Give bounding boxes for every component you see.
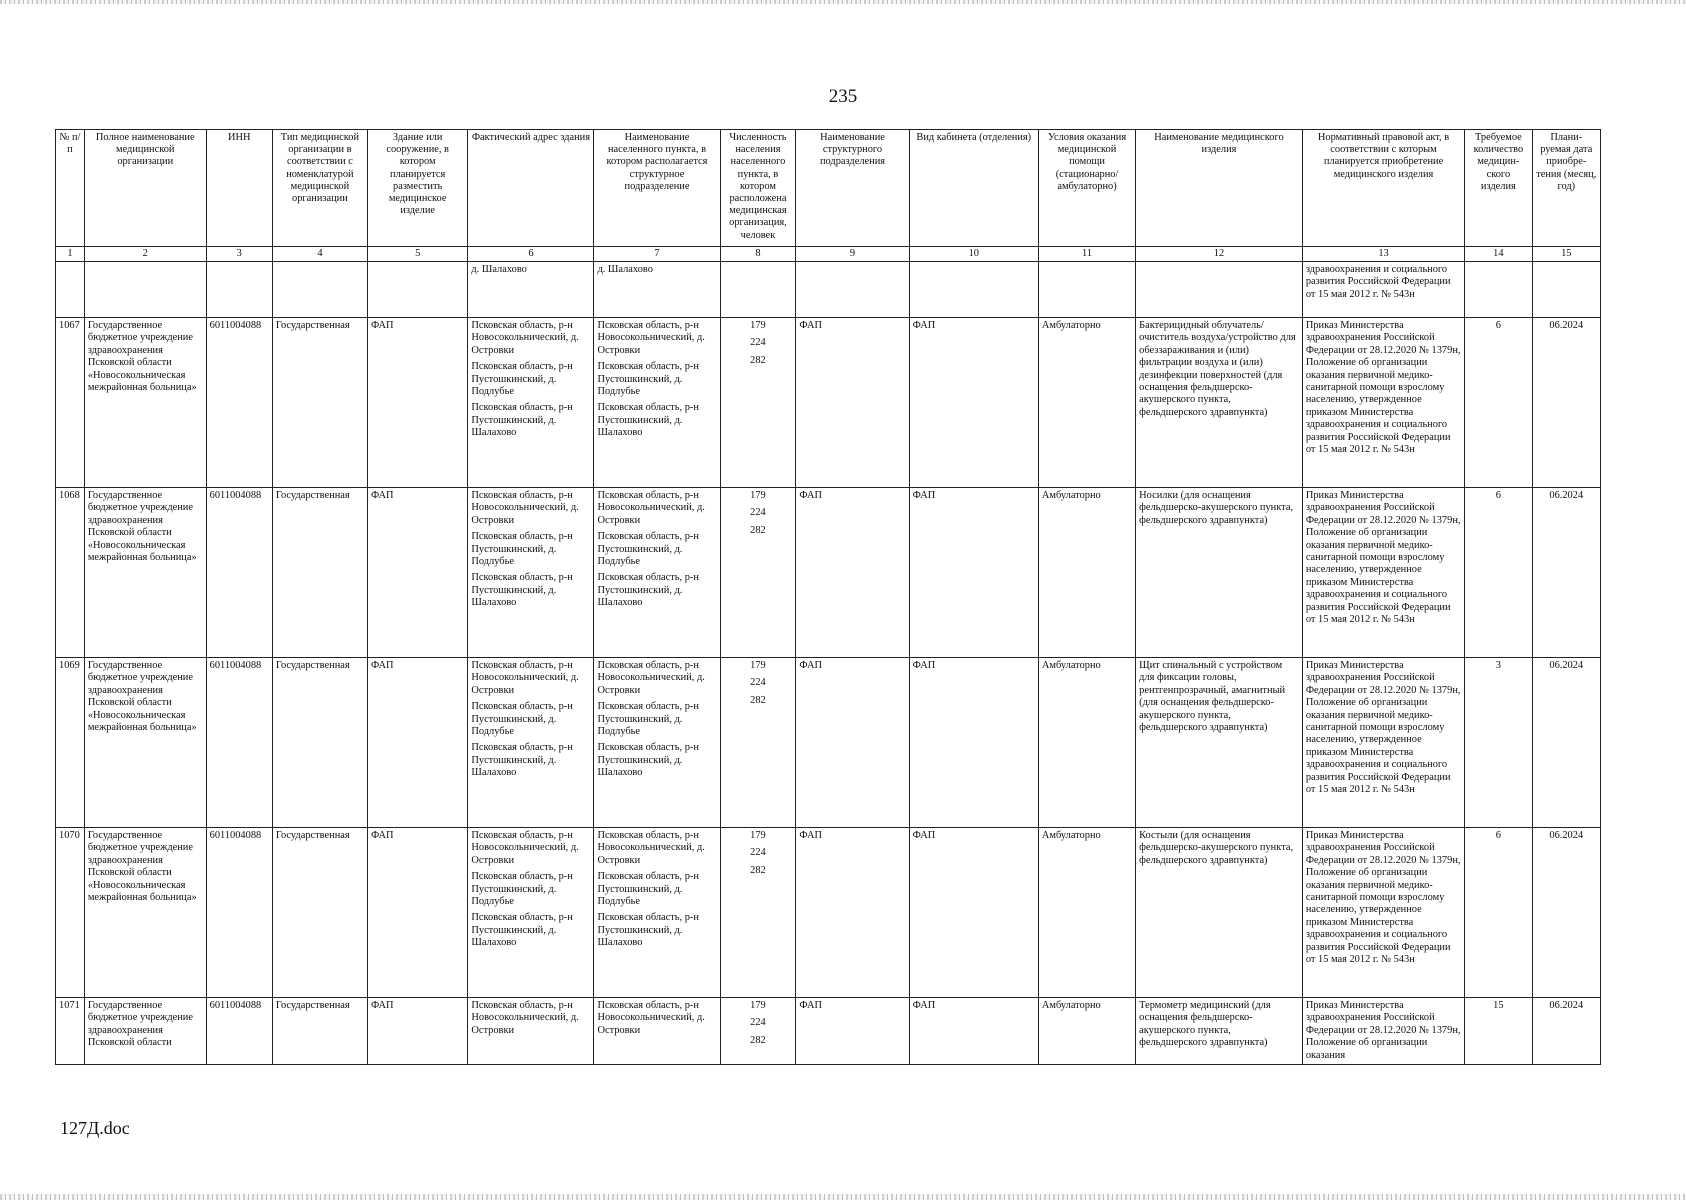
row-number-cell: 1069 <box>56 658 85 828</box>
address-cell <box>468 488 594 658</box>
act-cell: Приказ Министерства здравоохранения Российской Федерации от 28.12.2020 № 1379н, Положение об организации оказания первичной медико-санитарной помощи взрослому населению, утвержденное приказом Министерства здравоохранения и социального развития Российской Федерации от 15 мая 2012 г. № 543н <box>1302 318 1464 488</box>
header-cell: Численность населения населенного пункта, в котором расположена медицинская организация, человек <box>720 130 796 247</box>
population-value: 224 <box>750 847 766 859</box>
organization-cell: Государственное бюджетное учреждение здравоохранения Псковской области «Новосокольническая межрайонная больница» <box>84 828 206 998</box>
inn-cell: 6011004088 <box>206 318 272 488</box>
population-value: 179 <box>750 830 766 841</box>
population-value: 282 <box>750 1034 766 1046</box>
header-cell: Здание или сооружение, в котором планируется разместить медицинское изделие <box>367 130 467 247</box>
column-number-row <box>56 247 1601 262</box>
cabinet-cell: ФАП <box>909 318 1038 488</box>
column-number: 10 <box>909 247 1038 262</box>
equipment-table <box>55 129 1601 1065</box>
building-cell: ФАП <box>367 488 467 658</box>
address-entry: Псковская область, р-н Пустошкинский, д. Подлубье <box>471 531 573 568</box>
settlement-entry: Псковская область, р-н Новосокольнический, д. Островки <box>597 660 705 696</box>
row-number-cell: 1071 <box>56 998 85 1065</box>
header-cell: Наименование медицинского изделия <box>1136 130 1303 247</box>
building-cell: ФАП <box>367 828 467 998</box>
settlement-cell <box>594 998 720 1065</box>
date-cell: 06.2024 <box>1532 658 1600 828</box>
column-number: 9 <box>796 247 909 262</box>
population-value: 179 <box>750 320 766 331</box>
address-entry: Псковская область, р-н Пустошкинский, д. Подлубье <box>471 701 573 738</box>
settlement-cell <box>594 828 720 998</box>
population-value: 179 <box>750 490 766 501</box>
device-cell: Термометр медицинский (для оснащения фельдшерско-акушерского пункта, фельдшерского здравпункта) <box>1136 998 1303 1065</box>
settlement-entry: Псковская область, р-н Новосокольнический, д. Островки <box>597 320 705 356</box>
org-type-cell: Государственная <box>272 998 367 1065</box>
date-cell: 06.2024 <box>1532 828 1600 998</box>
header-cell: № п/п <box>56 130 85 247</box>
table-cell <box>720 262 796 318</box>
column-number: 4 <box>272 247 367 262</box>
organization-cell: Государственное бюджетное учреждение здравоохранения Псковской области «Новосокольническая межрайонная больница» <box>84 488 206 658</box>
cabinet-cell: ФАП <box>909 488 1038 658</box>
table-cell <box>1532 262 1600 318</box>
settlement-entry: Псковская область, р-н Пустошкинский, д. Подлубье <box>597 871 699 908</box>
org-type-cell: Государственная <box>272 658 367 828</box>
table-cell <box>367 262 467 318</box>
population-cell <box>720 658 796 828</box>
population-value: 179 <box>750 660 766 671</box>
header-cell: Фактический адрес здания <box>468 130 594 247</box>
cabinet-cell: ФАП <box>909 998 1038 1065</box>
settlement-cell: д. Шалахово <box>594 262 720 318</box>
settlement-entry: Псковская область, р-н Пустошкинский, д. Шалахово <box>597 912 699 949</box>
device-cell: Носилки (для оснащения фельдшерско-акушерского пункта, фельдшерского здравпункта) <box>1136 488 1303 658</box>
population-cell <box>720 488 796 658</box>
unit-cell: ФАП <box>796 828 909 998</box>
header-cell: ИНН <box>206 130 272 247</box>
header-cell: Нормативный правовой акт, в соответствии с которым планируется приобретение медицинского изделия <box>1302 130 1464 247</box>
address-entry: Псковская область, р-н Новосокольнический, д. Островки <box>471 320 579 356</box>
inn-cell: 6011004088 <box>206 488 272 658</box>
org-type-cell: Государственная <box>272 488 367 658</box>
unit-cell: ФАП <box>796 318 909 488</box>
device-cell: Бактерицидный облучатель/очиститель воздуха/устройство для обеззараживания и (или) фильтрации воздуха и (или) дезинфекции поверхностей (для оснащения фельдшерско-акушерского пункта, фельдшерского здравпункта) <box>1136 318 1303 488</box>
organization-cell: Государственное бюджетное учреждение здравоохранения Псковской области <box>84 998 206 1065</box>
settlement-entry: Псковская область, р-н Новосокольнический, д. Островки <box>597 490 705 526</box>
table-row <box>56 828 1601 998</box>
quantity-cell: 15 <box>1465 998 1532 1065</box>
org-type-cell: Государственная <box>272 828 367 998</box>
column-number: 1 <box>56 247 85 262</box>
table-container <box>55 129 1601 1116</box>
table-row <box>56 488 1601 658</box>
org-type-cell: Государственная <box>272 318 367 488</box>
quantity-cell: 6 <box>1465 828 1532 998</box>
unit-cell: ФАП <box>796 998 909 1065</box>
conditions-cell: Амбулаторно <box>1038 658 1135 828</box>
act-cell: Приказ Министерства здравоохранения Российской Федерации от 28.12.2020 № 1379н, Положение об организации оказания первичной медико-санитарной помощи взрослому населению, утвержденное приказом Министерства здравоохранения и социального развития Российской Федерации от 15 мая 2012 г. № 543н <box>1302 828 1464 998</box>
building-cell: ФАП <box>367 998 467 1065</box>
document-filename: 127Д.doc <box>60 1118 130 1138</box>
row-number-cell: 1070 <box>56 828 85 998</box>
header-row <box>56 130 1601 247</box>
header-cell: Наименование структурного подразделения <box>796 130 909 247</box>
device-cell: Щит спинальный с устройством для фиксации головы, рентгенпрозрачный, амагнитный (для оснащения фельдшерско-акушерского пункта, фельдшерского здравпункта) <box>1136 658 1303 828</box>
population-value: 224 <box>750 677 766 689</box>
scan-edge-bottom <box>0 1194 1686 1200</box>
unit-cell: ФАП <box>796 658 909 828</box>
act-cell: Приказ Министерства здравоохранения Российской Федерации от 28.12.2020 № 1379н, Положение об организации оказания <box>1302 998 1464 1065</box>
address-entry: Псковская область, р-н Новосокольнический, д. Островки <box>471 490 579 526</box>
address-entry: Псковская область, р-н Новосокольнический, д. Островки <box>471 1000 579 1036</box>
population-value: 282 <box>750 354 766 366</box>
population-value: 282 <box>750 524 766 536</box>
settlement-entry: Псковская область, р-н Новосокольнический, д. Островки <box>597 830 705 866</box>
population-value: 282 <box>750 694 766 706</box>
column-number: 13 <box>1302 247 1464 262</box>
settlement-entry: Псковская область, р-н Пустошкинский, д. Подлубье <box>597 531 699 568</box>
settlement-cell <box>594 318 720 488</box>
date-cell: 06.2024 <box>1532 998 1600 1065</box>
date-cell: 06.2024 <box>1532 318 1600 488</box>
inn-cell: 6011004088 <box>206 998 272 1065</box>
table-row <box>56 658 1601 828</box>
inn-cell: 6011004088 <box>206 828 272 998</box>
table-cell <box>84 262 206 318</box>
population-value: 224 <box>750 507 766 519</box>
page-number: 235 <box>828 86 858 107</box>
column-number: 5 <box>367 247 467 262</box>
header-cell: Вид кабинета (отделения) <box>909 130 1038 247</box>
act-cell: Приказ Министерства здравоохранения Российской Федерации от 28.12.2020 № 1379н, Положение об организации оказания первичной медико-санитарной помощи взрослому населению, утвержденное приказом Министерства здравоохранения и социального развития Российской Федерации от 15 мая 2012 г. № 543н <box>1302 488 1464 658</box>
population-cell <box>720 318 796 488</box>
table-body <box>56 262 1601 1065</box>
population-value: 282 <box>750 864 766 876</box>
settlement-entry: Псковская область, р-н Пустошкинский, д. Подлубье <box>597 361 699 398</box>
population-cell <box>720 998 796 1065</box>
table-cell <box>206 262 272 318</box>
column-number: 3 <box>206 247 272 262</box>
settlement-entry: Псковская область, р-н Пустошкинский, д. Подлубье <box>597 701 699 738</box>
address-entry: Псковская область, р-н Пустошкинский, д. Шалахово <box>471 912 573 949</box>
population-value: 224 <box>750 337 766 349</box>
act-cell: Приказ Министерства здравоохранения Российской Федерации от 28.12.2020 № 1379н, Положение об организации оказания первичной медико-санитарной помощи взрослому населению, утвержденное приказом Министерства здравоохранения и социального развития Российской Федерации от 15 мая 2012 г. № 543н <box>1302 658 1464 828</box>
quantity-cell: 3 <box>1465 658 1532 828</box>
address-entry: Псковская область, р-н Новосокольнический, д. Островки <box>471 660 579 696</box>
population-cell <box>720 828 796 998</box>
header-cell: Плани-руемая дата приобре-тения (месяц, год) <box>1532 130 1600 247</box>
table-cell <box>1038 262 1135 318</box>
address-cell <box>468 658 594 828</box>
row-number-cell: 1068 <box>56 488 85 658</box>
settlement-entry: Псковская область, р-н Новосокольнический, д. Островки <box>597 1000 705 1036</box>
table-cell <box>1465 262 1532 318</box>
table-cell <box>272 262 367 318</box>
column-number: 6 <box>468 247 594 262</box>
date-cell: 06.2024 <box>1532 488 1600 658</box>
address-cell <box>468 998 594 1065</box>
table-cell <box>909 262 1038 318</box>
address-cell <box>468 318 594 488</box>
row-number-cell: 1067 <box>56 318 85 488</box>
header-cell: Требуемое количество медицин-ского изделия <box>1465 130 1532 247</box>
column-number: 2 <box>84 247 206 262</box>
inn-cell: 6011004088 <box>206 658 272 828</box>
settlement-cell <box>594 658 720 828</box>
header-cell: Условия оказания медицинской помощи (стационарно/ амбулаторно) <box>1038 130 1135 247</box>
device-cell: Костыли (для оснащения фельдшерско-акушерского пункта, фельдшерского здравпункта) <box>1136 828 1303 998</box>
settlement-entry: Псковская область, р-н Пустошкинский, д. Шалахово <box>597 742 699 779</box>
table-cell <box>1136 262 1303 318</box>
address-cell <box>468 828 594 998</box>
table-row <box>56 998 1601 1065</box>
address-entry: Псковская область, р-н Пустошкинский, д. Шалахово <box>471 742 573 779</box>
column-number: 11 <box>1038 247 1135 262</box>
table-cell <box>796 262 909 318</box>
header-cell: Полное наименование медицинской организации <box>84 130 206 247</box>
unit-cell: ФАП <box>796 488 909 658</box>
column-number: 12 <box>1136 247 1303 262</box>
address-entry: Псковская область, р-н Пустошкинский, д. Подлубье <box>471 871 573 908</box>
quantity-cell: 6 <box>1465 488 1532 658</box>
table-row <box>56 318 1601 488</box>
building-cell: ФАП <box>367 658 467 828</box>
column-number: 8 <box>720 247 796 262</box>
address-entry: Псковская область, р-н Пустошкинский, д. Подлубье <box>471 361 573 398</box>
act-cell: здравоохранения и социального развития Российской Федерации от 15 мая 2012 г. № 543н <box>1302 262 1464 318</box>
header-cell: Тип медицинской организации в соответствии с номенклатурой медицинской организации <box>272 130 367 247</box>
header-cell: Наименование населенного пункта, в котором располагается структурное подразделение <box>594 130 720 247</box>
conditions-cell: Амбулаторно <box>1038 828 1135 998</box>
conditions-cell: Амбулаторно <box>1038 488 1135 658</box>
address-cell: д. Шалахово <box>468 262 594 318</box>
column-number: 7 <box>594 247 720 262</box>
column-number: 14 <box>1465 247 1532 262</box>
settlement-cell <box>594 488 720 658</box>
building-cell: ФАП <box>367 318 467 488</box>
cabinet-cell: ФАП <box>909 658 1038 828</box>
settlement-entry: Псковская область, р-н Пустошкинский, д. Шалахово <box>597 402 699 439</box>
organization-cell: Государственное бюджетное учреждение здравоохранения Псковской области «Новосокольническая межрайонная больница» <box>84 318 206 488</box>
conditions-cell: Амбулаторно <box>1038 998 1135 1065</box>
organization-cell: Государственное бюджетное учреждение здравоохранения Псковской области «Новосокольническая межрайонная больница» <box>84 658 206 828</box>
cabinet-cell: ФАП <box>909 828 1038 998</box>
population-value: 179 <box>750 1000 766 1011</box>
address-entry: Псковская область, р-н Пустошкинский, д. Шалахово <box>471 572 573 609</box>
column-number: 15 <box>1532 247 1600 262</box>
scan-edge-top <box>0 0 1686 4</box>
address-entry: Псковская область, р-н Новосокольнический, д. Островки <box>471 830 579 866</box>
settlement-entry: Псковская область, р-н Пустошкинский, д. Шалахово <box>597 572 699 609</box>
population-value: 224 <box>750 1017 766 1029</box>
continuation-row <box>56 262 1601 318</box>
quantity-cell: 6 <box>1465 318 1532 488</box>
address-entry: Псковская область, р-н Пустошкинский, д. Шалахово <box>471 402 573 439</box>
conditions-cell: Амбулаторно <box>1038 318 1135 488</box>
table-cell <box>56 262 85 318</box>
